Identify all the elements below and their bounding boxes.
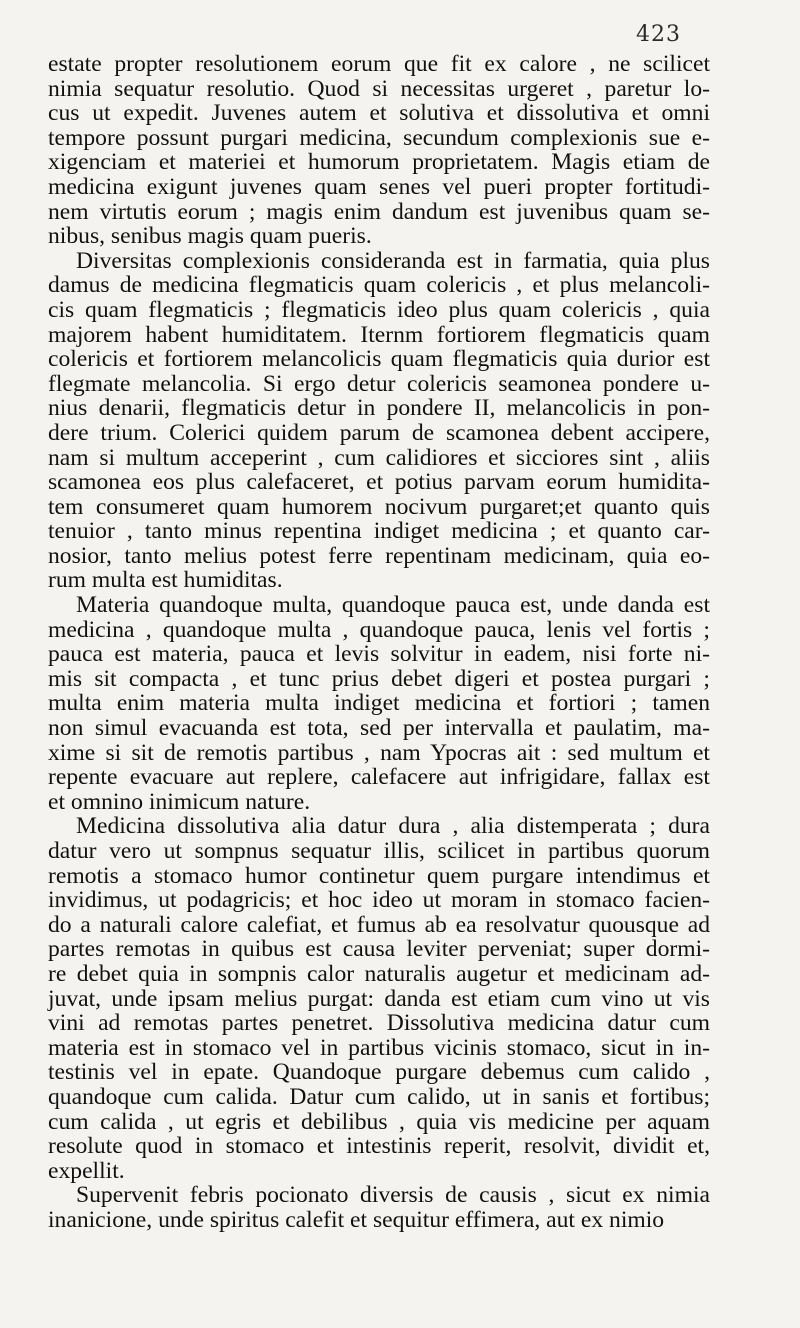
text-line: partes remotas in quibus est causa leviter perveniat; super dormi- <box>48 936 710 963</box>
text-line: majorem habent humiditatem. Iternm fortiorem flegmaticis quam <box>48 321 710 348</box>
text-line: vini ad remotas partes penetret. Dissolutiva medicina datur cum <box>48 1010 710 1037</box>
text-line: mis sit compacta , et tunc prius debet digeri et postea purgari ; <box>48 665 710 692</box>
text-line: nosior, tanto melius potest ferre repentinam medicinam, quia eo- <box>48 542 710 569</box>
text-line: scamonea eos plus calefaceret, et potius parvam eorum humidita- <box>48 469 710 496</box>
text-line: nimia sequatur resolutio. Quod si necessitas urgeret , paretur lo- <box>48 75 710 102</box>
text-line: xime si sit de remotis partibus , nam Ypocras ait : sed multum et <box>48 739 710 766</box>
text-line: tem consumeret quam humorem nocivum purgaret;et quanto quis <box>48 493 710 520</box>
paragraph <box>48 814 710 1183</box>
paragraph <box>48 593 710 814</box>
text-line: rum multa est humiditas. <box>48 567 283 594</box>
text-line: nem virtutis eorum ; magis enim dandum est juvenibus quam se- <box>48 198 710 225</box>
body-text <box>48 52 710 1233</box>
text-line: materia est in stomaco vel in partibus vicinis stomaco, sicut in in- <box>48 1034 710 1061</box>
text-line: juvat, unde ipsam melius purgat: danda est etiam cum vino ut vis <box>48 985 710 1012</box>
paragraph <box>48 52 710 249</box>
text-line: non simul evacuanda est tota, sed per intervalla et paulatim, ma- <box>48 715 710 742</box>
text-line: damus de medicina flegmaticis quam colericis , et plus melancoli- <box>48 272 710 299</box>
text-line: remotis a stomaco humor continetur quem purgare intendimus et <box>48 862 710 889</box>
text-line: inanicione, unde spiritus calefit et sequitur effimera, aut ex nimio <box>48 1206 665 1233</box>
text-line: medicina , quandoque multa , quandoque pauca, lenis vel fortis ; <box>48 616 710 643</box>
text-line: Medicina dissolutiva alia datur dura , alia distemperata ; dura <box>76 813 710 840</box>
text-line: invidimus, ut podagricis; et hoc ideo ut moram in stomaco facien- <box>48 887 710 914</box>
text-line: quandoque cum calida. Datur cum calido, ut in sanis et fortibus; <box>48 1083 710 1110</box>
text-line: repente evacuare aut replere, calefacere aut infrigidare, fallax est <box>48 764 710 791</box>
text-line: nam si multum acceperint , cum calidiores et sicciores sint , aliis <box>48 444 710 471</box>
text-line: multa enim materia multa indiget medicina et fortiori ; tamen <box>48 690 710 717</box>
page-number: 423 <box>636 22 681 47</box>
text-line: datur vero ut sompnus sequatur illis, scilicet in partibus quorum <box>48 838 710 864</box>
text-line: testinis vel in epate. Quandoque purgare debemus cum calido , <box>48 1059 710 1086</box>
text-line: cum calida , ut egris et debilibus , quia vis medicine per aquam <box>48 1108 710 1135</box>
text-line: resolute quod in stomaco et intestinis reperit, resolvit, dividit et, <box>48 1133 710 1160</box>
text-line: Supervenit febris pocionato diversis de causis , sicut ex nimia <box>76 1182 710 1209</box>
text-line: Materia quandoque multa, quandoque pauca est, unde danda est <box>76 592 710 619</box>
text-line: dere trium. Colerici quidem parum de scamonea debent accipere, <box>48 419 710 446</box>
text-line: medicina exigunt juvenes quam senes vel pueri propter fortitudi- <box>48 173 710 200</box>
text-line: tenuior , tanto minus repentina indiget medicina ; et quanto car- <box>48 518 710 545</box>
text-line: colericis et fortiorem melancolicis quam flegmaticis quia durior est <box>48 346 710 373</box>
text-line: et omnino inimicum nature. <box>48 788 311 815</box>
text-line: estate propter resolutionem eorum que fit ex calore , ne scilicet <box>48 51 710 77</box>
text-line: Diversitas complexionis consideranda est in farmatia, quia plus <box>76 247 710 274</box>
paragraph <box>48 1183 710 1232</box>
text-line: pauca est materia, pauca et levis solvitur in eadem, nisi forte ni- <box>48 641 710 668</box>
text-line: nius denarii, flegmaticis detur in pondere II, melancolicis in pon- <box>48 395 710 422</box>
text-line: nibus, senibus magis quam pueris. <box>48 223 372 250</box>
text-line: flegmate melancolia. Si ergo detur colericis seamonea pondere u- <box>48 370 710 397</box>
text-line: xigenciam et materiei et humorum proprietatem. Magis etiam de <box>48 149 710 176</box>
text-line: cus ut expedit. Juvenes autem et solutiva et dissolutiva et omni <box>48 100 710 127</box>
text-line: do a naturali calore calefiat, et fumus ab ea resolvatur quousque ad <box>48 911 710 938</box>
text-line: cis quam flegmaticis ; flegmaticis ideo plus quam colericis , quia <box>48 296 710 323</box>
paragraph <box>48 249 710 593</box>
text-line: expellit. <box>48 1157 125 1184</box>
text-line: re debet quia in sompnis calor naturalis augetur et medicinam ad- <box>48 960 710 987</box>
text-line: tempore possunt purgari medicina, secundum complexionis sue e- <box>48 124 710 151</box>
